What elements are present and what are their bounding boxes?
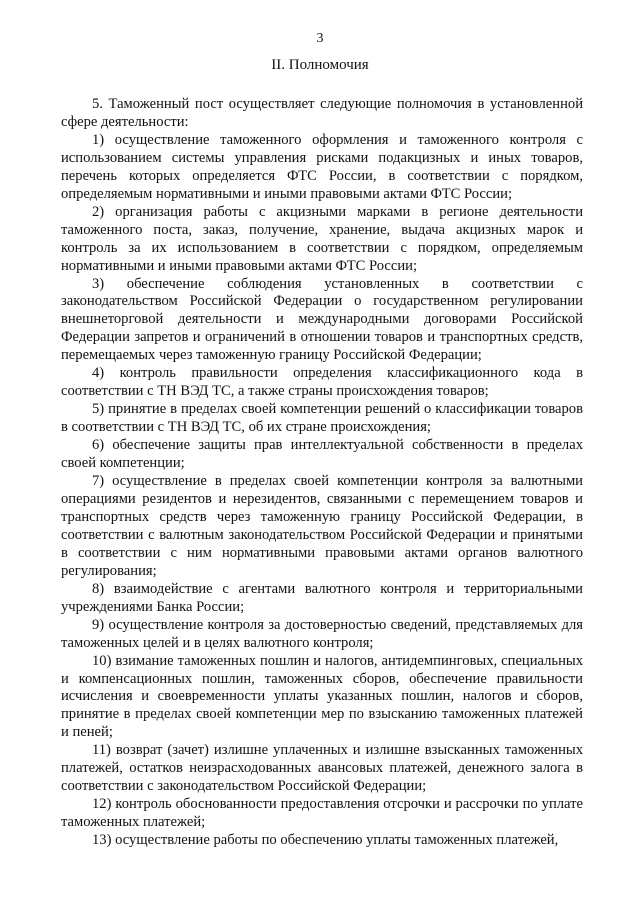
paragraph-item-1: 1) осуществление таможенного оформления и таможенного контроля с использованием системы управления рисками подакцизных и иных товаров, перечень которых определяется ФТС России, в соответствии с порядком, определяемым нормативными и иными правовыми актами ФТС России; (61, 131, 583, 202)
document-body (61, 96, 583, 850)
paragraph-item-4: 4) контроль правильности определения классификационного кода в соответствии с ТН ВЭД ТС, а также страны происхождения товаров; (61, 365, 583, 400)
paragraph-item-2: 2) организация работы с акцизными марками в регионе деятельности таможенного поста, заказ, получение, хранение, выдача акцизных марок и контроль за их использованием в соответствии с порядком, определяемым нормативными и иными правовыми актами ФТС России; (61, 203, 583, 274)
paragraph-item-9: 9) осуществление контроля за достоверностью сведений, представляемых для таможенных целей и в целях валютного контроля; (61, 616, 583, 651)
paragraph-item-10: 10) взимание таможенных пошлин и налогов, антидемпинговых, специальных и компенсационных пошлин, таможенных сборов, обеспечение правильности исчисления и своевременности уплаты указанных пошлин, налогов и сборов, принятие в пределах своей компетенции мер по взысканию таможенных платежей и пеней; (61, 652, 583, 741)
paragraph-item-11: 11) возврат (зачет) излишне уплаченных и излишне взысканных таможенных платежей, остатков неизрасходованных авансовых платежей, денежного залога в соответствии с законодательством Российской Федерации; (61, 742, 583, 795)
paragraph-item-8: 8) взаимодействие с агентами валютного контроля и территориальными учреждениями Банка России; (61, 580, 583, 615)
paragraph-item-12: 12) контроль обоснованности предоставления отсрочки и рассрочки по уплате таможенных платежей; (61, 796, 583, 831)
paragraph-item-7: 7) осуществление в пределах своей компетенции контроля за валютными операциями резидентов и нерезидентов, связанными с перемещением товаров и транспортных средств через таможенную границу Российской Федерации, в соответствии с валютным законодательством Российской Федерации и принятыми в соответствии с ним нормативными правовыми актами органов валютного регулирования; (61, 473, 583, 579)
section-title: II. Полномочия (271, 57, 369, 73)
paragraph-intro: 5. Таможенный пост осуществляет следующие полномочия в установленной сфере деятельности: (61, 96, 583, 130)
paragraph-item-13: 13) осуществление работы по обеспечению уплаты таможенных платежей, (92, 832, 559, 849)
paragraph-item-3: 3) обеспечение соблюдения установленных в соответствии с законодательством Российской Федерации о государственном регулировании внешнеторговой деятельности и международными договорами Российской Федерации запретов и ограничений в отношении товаров и транспортных средств, перемещаемых через таможенную границу Российской Федерации; (61, 275, 583, 364)
paragraph-item-6: 6) обеспечение защиты прав интеллектуальной собственности в пределах своей компетенции; (61, 437, 583, 472)
page-number: 3 (316, 31, 324, 46)
paragraph-item-5: 5) принятие в пределах своей компетенции решений о классификации товаров в соответствии с ТН ВЭД ТС, об их стране происхождения; (61, 401, 583, 436)
